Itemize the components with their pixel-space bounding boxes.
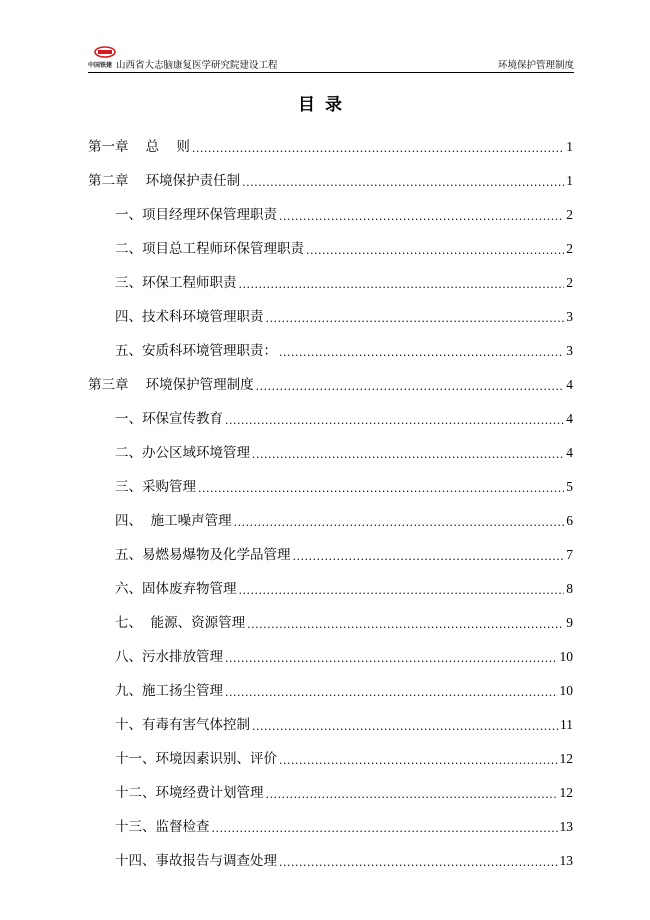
toc-entry[interactable] (88, 635, 573, 669)
toc-entry-label: 三、环保工程师职责 (115, 275, 237, 291)
toc-entry[interactable] (88, 227, 573, 261)
toc-leader-dots (242, 176, 564, 190)
toc-leader-dots (239, 584, 565, 598)
toc-leader-dots (279, 856, 558, 870)
toc-entry-page-number: 12 (559, 751, 573, 766)
toc-entry[interactable] (88, 567, 573, 601)
toc-entry-page-number: 4 (566, 445, 573, 460)
crcc-logo-icon (94, 46, 116, 58)
toc-entry-label: 二、办公区域环境管理 (115, 445, 250, 461)
toc-entry[interactable] (88, 839, 573, 873)
toc-entry-label: 十四、事故报告与调查处理 (115, 853, 277, 869)
toc-entry[interactable] (88, 261, 573, 295)
toc-entry-label: 第一章 总 则 (88, 139, 190, 155)
toc-entry[interactable] (88, 805, 573, 839)
toc-entry-page-number: 6 (566, 513, 573, 528)
toc-leader-dots (234, 516, 565, 530)
toc-entry-page-number: 3 (566, 343, 573, 358)
toc-entry-page-number: 2 (566, 275, 573, 290)
toc-entry-label: 十三、监督检查 (115, 819, 210, 835)
toc-entry-page-number: 5 (566, 479, 573, 494)
toc-entry-page-number: 4 (566, 411, 573, 426)
toc-entry-page-number: 4 (566, 377, 573, 392)
toc-entry[interactable] (88, 703, 573, 737)
toc-leader-dots (247, 618, 564, 632)
toc-entry-page-number: 9 (566, 615, 573, 630)
toc-entry[interactable] (88, 295, 573, 329)
toc-entry-label: 九、施工扬尘管理 (115, 683, 223, 699)
header-project-title: 山西省大志脑康复医学研究院建设工程 (116, 60, 278, 71)
toc-entry-page-number: 8 (566, 581, 573, 596)
toc-leader-dots (225, 414, 564, 428)
toc-entry-label: 七、 能源、资源管理 (115, 615, 246, 631)
toc-leader-dots (306, 244, 564, 258)
toc-title: 目录 (298, 95, 352, 115)
toc-entry[interactable] (88, 125, 573, 159)
toc-entry[interactable] (88, 397, 573, 431)
toc-entry[interactable] (88, 771, 573, 805)
toc-entry-label: 八、污水排放管理 (115, 649, 223, 665)
toc-entry-label: 第三章 环境保护管理制度 (88, 377, 254, 393)
toc-entry-page-number: 2 (566, 207, 573, 222)
toc-entry-label: 一、环保宣传教育 (115, 411, 223, 427)
toc-entry-label: 第二章 环境保护责任制 (88, 173, 241, 189)
toc-entry[interactable] (88, 669, 573, 703)
toc-entry-label: 十、有毒有害气体控制 (115, 717, 250, 733)
toc-leader-dots (256, 380, 565, 394)
header-document-title: 环境保护管理制度 (497, 60, 574, 71)
toc-entry-page-number: 3 (566, 309, 573, 324)
toc-leader-dots (252, 448, 564, 462)
toc-entry[interactable] (88, 533, 573, 567)
toc-entry-label: 十一、环境因素识别、评价 (115, 751, 277, 767)
toc-entry-label: 二、项目总工程师环保管理职责 (115, 241, 304, 257)
toc-entry-page-number: 13 (559, 819, 573, 834)
toc-entry-page-number: 2 (566, 241, 573, 256)
toc-entry-label: 五、易燃易爆物及化学品管理 (115, 547, 291, 563)
table-of-contents (88, 125, 573, 873)
toc-entry-label: 一、项目经理环保管理职责 (115, 207, 277, 223)
toc-leader-dots (225, 686, 558, 700)
page-header (88, 44, 574, 73)
toc-entry-label: 十二、环境经费计划管理 (115, 785, 264, 801)
toc-leader-dots (266, 788, 558, 802)
toc-entry-page-number: 10 (559, 683, 573, 698)
toc-entry[interactable] (88, 159, 573, 193)
toc-entry-page-number: 7 (566, 547, 573, 562)
toc-entry-page-number: 1 (566, 139, 573, 154)
toc-leader-dots (279, 346, 564, 360)
toc-entry[interactable] (88, 601, 573, 635)
toc-entry-label: 五、安质科环境管理职责： (115, 343, 277, 359)
toc-entry-page-number: 1 (566, 173, 573, 188)
toc-entry[interactable] (88, 431, 573, 465)
toc-entry-label: 六、固体废弃物管理 (115, 581, 237, 597)
toc-leader-dots (198, 482, 564, 496)
toc-leader-dots (239, 278, 565, 292)
toc-leader-dots (252, 720, 558, 734)
toc-entry[interactable] (88, 329, 573, 363)
toc-leader-dots (212, 822, 558, 836)
logo-text: 中国铁建 (88, 62, 113, 69)
toc-entry-page-number: 13 (559, 853, 573, 868)
toc-entry-label: 四、 施工噪声管理 (115, 513, 232, 529)
toc-leader-dots (266, 312, 565, 326)
company-logo (88, 46, 118, 70)
toc-entry-page-number: 11 (560, 717, 573, 732)
toc-leader-dots (279, 210, 564, 224)
toc-entry-label: 四、技术科环境管理职责 (115, 309, 264, 325)
toc-entry[interactable] (88, 363, 573, 397)
toc-entry[interactable] (88, 193, 573, 227)
toc-leader-dots (225, 652, 558, 666)
toc-entry[interactable] (88, 499, 573, 533)
toc-entry[interactable] (88, 465, 573, 499)
toc-leader-dots (279, 754, 558, 768)
toc-entry-page-number: 10 (559, 649, 573, 664)
toc-leader-dots (192, 142, 564, 156)
toc-entry-page-number: 12 (559, 785, 573, 800)
toc-entry-label: 三、采购管理 (115, 479, 196, 495)
toc-entry[interactable] (88, 737, 573, 771)
toc-leader-dots (293, 550, 565, 564)
